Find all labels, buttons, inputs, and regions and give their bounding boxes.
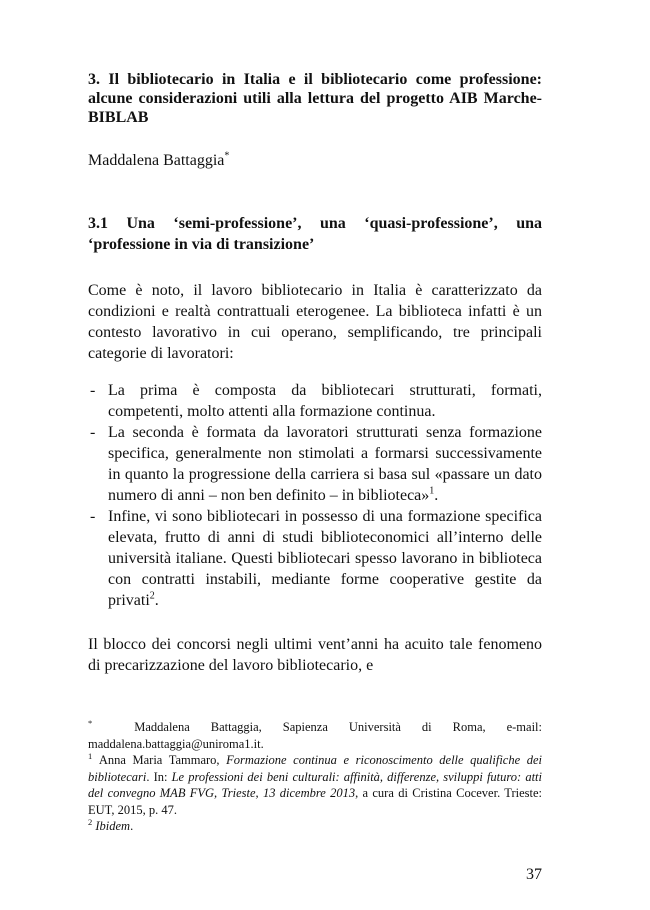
list-item-end: .	[434, 487, 439, 504]
footnote-mid: . In:	[146, 769, 172, 784]
footnote-lead: Anna Maria Tammaro,	[98, 753, 227, 767]
list-dash: -	[90, 508, 96, 525]
footnote-ref-1[interactable]: 1	[429, 485, 435, 497]
list-item	[90, 380, 542, 422]
page-number: 37	[526, 866, 542, 883]
list-dash: -	[90, 382, 96, 399]
footnote-text: Ibidem	[95, 819, 131, 833]
author-line	[88, 151, 542, 170]
section-heading: 3.1 Una ‘semi-professione’, una ‘quasi-professione’, una ‘professione in via di transizione’	[88, 215, 542, 253]
intro-paragraph: Come è noto, il lavoro bibliotecario in Italia è caratterizzato da condizioni e realtà contrattuali eterogenee. La biblioteca infatti è un contesto lavorativo in cui operano, semplificando, tre principali categorie di lavoratori:	[88, 282, 542, 362]
list-dash: -	[90, 424, 96, 441]
footnote-mark: *	[88, 717, 93, 728]
author-footnote-mark[interactable]: *	[224, 150, 230, 162]
list-item	[90, 422, 542, 506]
footnote-title: Formazione continua e riconoscimento delle qualifiche dei bibliotecari	[88, 753, 543, 784]
list-item-text: La prima è composta da bibliotecari strutturati, formati, competenti, molto attenti alla formazione continua.	[108, 382, 542, 420]
author-name: Maddalena Battaggia	[88, 152, 225, 169]
footnotes	[88, 719, 542, 835]
chapter-heading: 3. Il bibliotecario in Italia e il bibliotecario come professione: alcune considerazioni utili alla lettura del progetto AIB Marche-BIBLAB	[88, 71, 542, 126]
worker-categories-list	[88, 380, 542, 611]
footnote-end: .	[130, 819, 134, 833]
list-item-text: Infine, vi sono bibliotecari in possesso di una formazione specifica elevata, frutto di anni di studi biblioteconomici all’interno delle università italiane. Questi bibliotecari spesso lavorano in biblioteca con contratti instabili, mediante forme cooperative gestite da privati	[108, 508, 542, 609]
footnote-tail: , a cura di Cristina Cocever. Trieste: EUT, 2015, p. 47.	[88, 786, 543, 817]
footnote-2	[88, 818, 542, 835]
footnote-ref-2[interactable]: 2	[149, 590, 155, 602]
list-item	[90, 506, 542, 611]
footnote-text: Maddalena Battaggia, Sapienza Università di Roma, e-mail: maddalena.battaggia@uniroma1.it.	[88, 720, 543, 751]
main-text	[88, 70, 542, 692]
footnote-1	[88, 752, 542, 818]
closing-paragraph: Il blocco dei concorsi negli ultimi vent’anni ha acuito tale fenomeno di precarizzazione del lavoro bibliotecario, e	[88, 636, 542, 674]
footnote-star	[88, 719, 542, 752]
list-item-end: .	[154, 592, 159, 609]
footnote-mark: 2	[88, 816, 93, 827]
footnote-source: Le professioni dei beni culturali: affinità, differenze, sviluppi futuro: atti del convegno MAB FVG, Trieste, 13 dicembre 2013	[88, 769, 543, 800]
list-item-text: La seconda è formata da lavoratori strutturati senza formazione specifica, generalmente non stimolati a formarsi successivamente in quanto la progressione della carriera si basa sul «passare un dato numero di anni – non ben definito – in biblioteca»	[108, 424, 542, 504]
footnote-mark: 1	[88, 750, 93, 761]
